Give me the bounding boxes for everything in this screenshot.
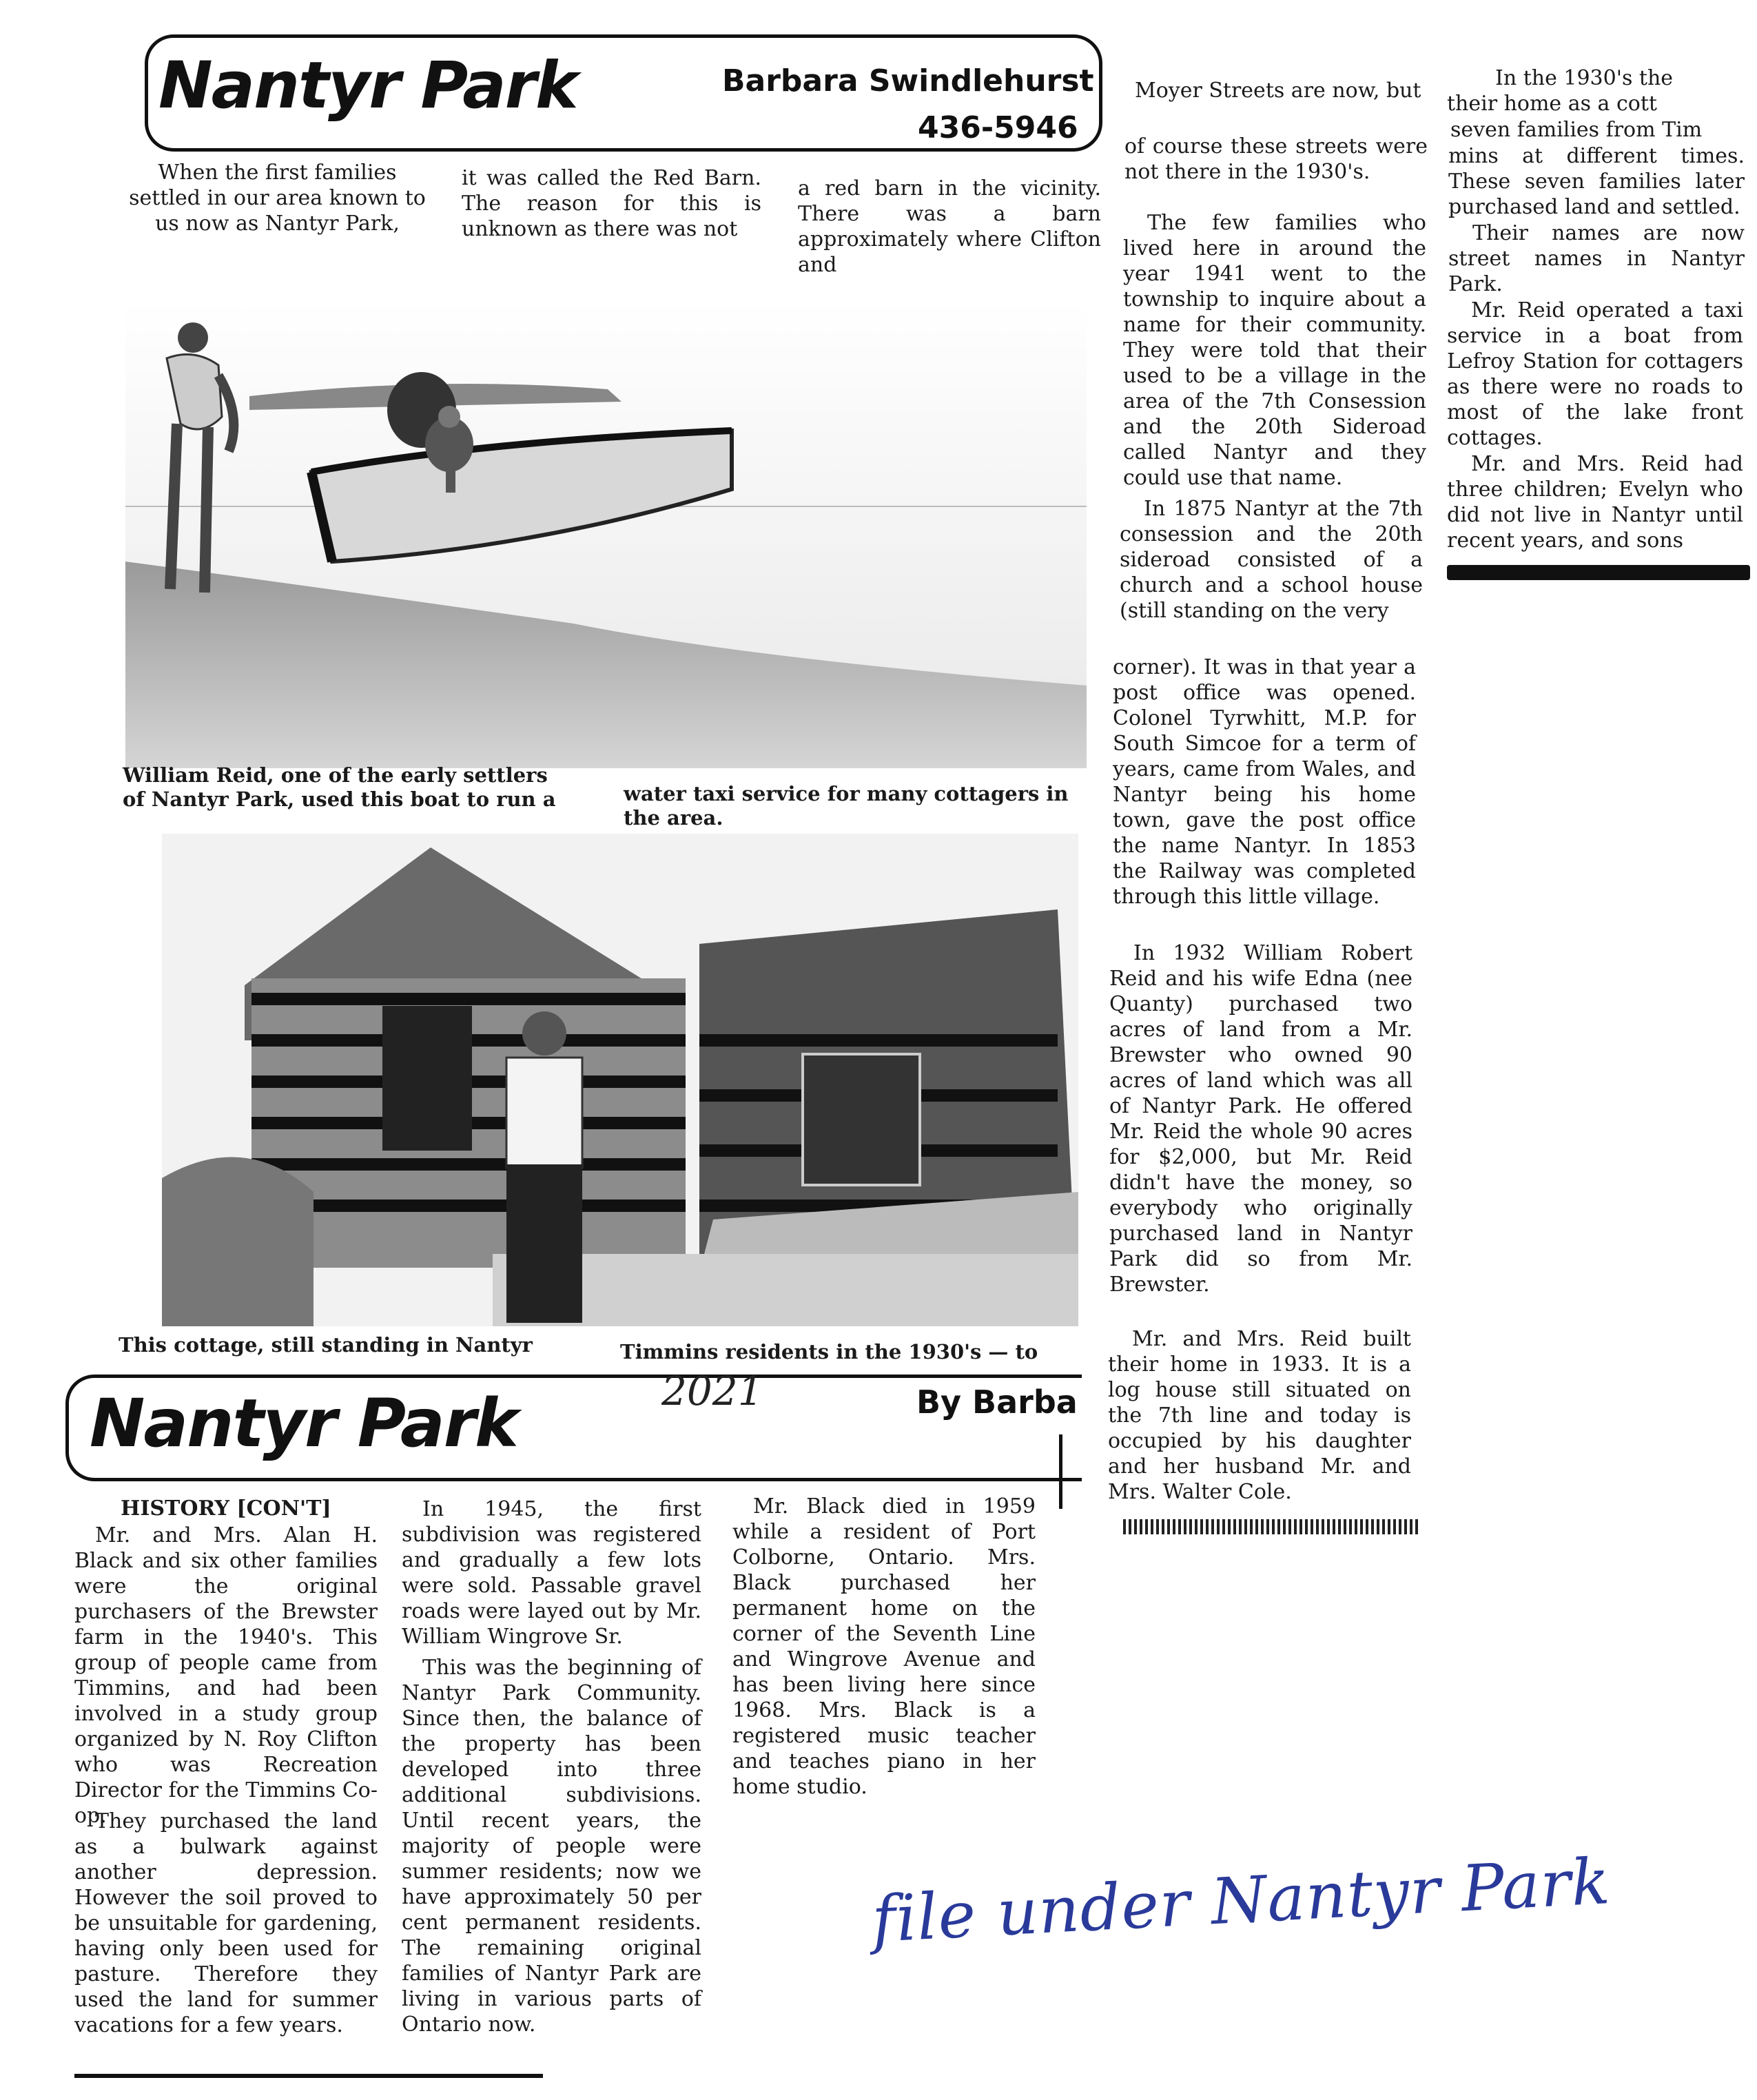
article2-col1b: They purchased the land as a bulwark against another depression. However the soil proved to be unsuitable for gardening, having only been used for pasture. Therefore they used the land for summer vacations for a few years. bbox=[74, 1809, 378, 2037]
caption-cottage-right: Timmins residents in the 1930's — to bbox=[620, 1340, 1038, 1363]
footer-rule bbox=[74, 2074, 543, 2078]
cottage-photo-graphic bbox=[162, 834, 1078, 1326]
article1-col5f: Mr. Reid operated a taxi service in a boat from Lefroy Station for cottagers as there were no roads to most of the lake front cottages. bbox=[1447, 298, 1743, 450]
masthead-frame-2-end bbox=[1059, 1434, 1062, 1509]
article1-col4c: The few families who lived here in around the year 1941 went to the township to inquire about a name for their community. They were told that their used to be a village in the area of the 7th Consession and the 20th Sideroad called Nantyr and they could use that name. bbox=[1123, 211, 1426, 490]
article1-col2: it was called the Red Barn. The reason for this is unknown as there was not bbox=[462, 166, 761, 241]
masthead-title-2: Nantyr Park bbox=[90, 1385, 517, 1462]
article2-col3: Mr. Black died in 1959 while a resident of Port Colborne, Ontario. Mrs. Black purchased her permanent home on the corner of the Seventh Line and Wingrove Avenue and has been living here since 1968. Mrs. Black is a registered music teacher and teaches piano in her home studio. bbox=[732, 1494, 1036, 1799]
article1-col5e: Their names are now street names in Nantyr Park. bbox=[1448, 221, 1745, 296]
author-name: Barbara Swindlehurst bbox=[722, 63, 1094, 99]
column-end-rule-1 bbox=[1123, 1519, 1419, 1534]
article1-col5d: mins at different times. These seven families later purchased land and settled. bbox=[1448, 144, 1745, 219]
photo-boat bbox=[125, 300, 1087, 768]
masthead-title-1: Nantyr Park bbox=[158, 48, 577, 123]
article1-col1: When the first families settled in our area known to us now as Nantyr Park, bbox=[129, 161, 426, 236]
article1-col5c: seven families from Tim bbox=[1450, 118, 1703, 142]
handwritten-number: 2021 bbox=[661, 1368, 763, 1414]
article2-col1a: Mr. and Mrs. Alan H. Black and six other families were the original purchasers of the Brewster farm in the 1940's. This group of people came from Timmins, and had been involved in a study group organized by N. Roy Clifton who was Recreation Director for the Timmins Co-op. bbox=[74, 1523, 378, 1828]
article1-col4g: Mr. and Mrs. Reid built their home in 1933. It is a log house still situated on the 7th line and today is occupied by his daughter and her husband Mr. and Mrs. Walter Cole. bbox=[1108, 1327, 1411, 1504]
handwritten-note: file under Nantyr Park bbox=[870, 1844, 1612, 1957]
boat-photo-graphic bbox=[125, 300, 1087, 768]
article1-col4a: Moyer Streets are now, but bbox=[1135, 79, 1421, 103]
article2-col2a: In 1945, the first subdivision was registered and gradually a few lots were sold. Passable gravel roads were layed out by Mr. William Wingrove Sr. bbox=[402, 1497, 701, 1649]
article2-col2b: This was the beginning of Nantyr Park Community. Since then, the balance of the property has been developed into three additional subdivisions. Until recent years, the majority of people were summer residents; now we have approximately 50 per cent permanent residents. The remaining original families of Nantyr Park are living in various parts of Ontario now. bbox=[402, 1656, 701, 2037]
author-phone: 436-5946 bbox=[918, 110, 1078, 145]
caption-boat-left: William Reid, one of the early settlers of Nantyr Park, used this boat to run a bbox=[123, 763, 556, 811]
byline-2: By Barba bbox=[916, 1383, 1078, 1421]
article1-col3: a red barn in the vicinity. There was a barn approximately where Clifton and bbox=[798, 176, 1101, 277]
torn-edge-rule bbox=[1447, 565, 1750, 580]
article1-col4f: In 1932 William Robert Reid and his wife Edna (nee Quanty) purchased two acres of land from a Mr. Brewster who owned 90 acres of land which was all of Nantyr Park. He offered Mr. Reid the whole 90 acres for $2,000, but Mr. Reid didn't have the money, so everybody who originally purchased land in Nantyr Park did so from Mr. Brewster. bbox=[1109, 941, 1412, 1297]
article1-col5a: In the 1930's the bbox=[1495, 66, 1674, 90]
caption-cottage-left: This cottage, still standing in Nantyr bbox=[119, 1333, 533, 1357]
history-heading: HISTORY [CON'T] bbox=[121, 1496, 331, 1521]
article1-col4e: corner). It was in that year a post office was opened. Colonel Tyrwhitt, M.P. for South Simcoe for a term of years, came from Wales, and Nantyr being his home town, gave the post office the name Nantyr. In 1853 the Railway was completed through this little village. bbox=[1113, 655, 1416, 909]
article1-col5g: Mr. and Mrs. Reid had three children; Evelyn who did not live in Nantyr until recent years, and sons bbox=[1447, 452, 1743, 553]
article1-col4d: In 1875 Nantyr at the 7th consession and the 20th sideroad consisted of a church and a school house (still standing on the very bbox=[1120, 497, 1423, 623]
article1-col5b: their home as a cott bbox=[1447, 92, 1657, 116]
photo-cottage bbox=[162, 834, 1078, 1326]
caption-boat-right: water taxi service for many cottagers in the area. bbox=[624, 782, 1069, 830]
article1-col4b: of course these streets were not there in the 1930's. bbox=[1124, 134, 1428, 184]
